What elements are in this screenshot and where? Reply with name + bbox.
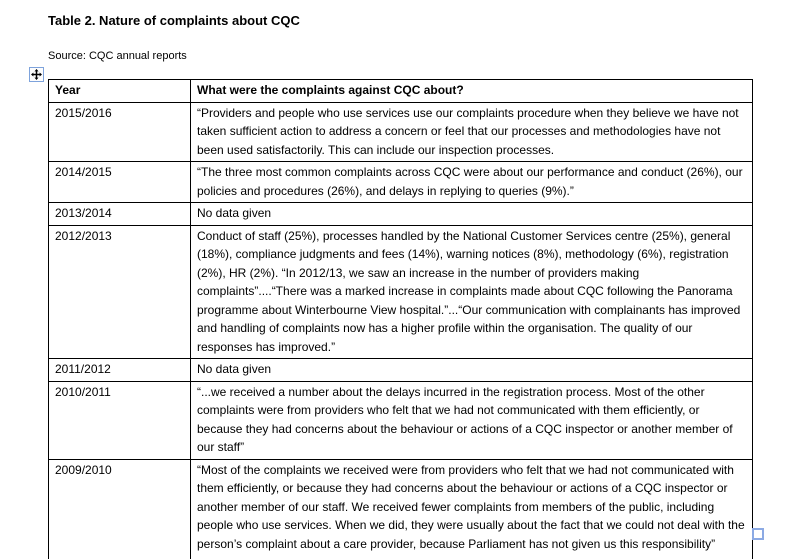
table-row [49,203,753,226]
year-cell: 2013/2014 [49,203,191,226]
col-header-year: Year [49,80,191,103]
table-row [49,381,753,459]
complaint-cell: “Providers and people who use services use our complaints procedure when they believe we have not taken sufficient action to address a concern or feel that our processes and methodologies have not been used satisfactorily. This can include our inspection processes. [191,102,753,162]
complaints-table [48,79,753,559]
complaint-cell: No data given [191,203,753,226]
col-header-question: What were the complaints against CQC about? [191,80,753,103]
complaint-cell: Conduct of staff (25%), processes handled by the National Customer Services centre (25%), general (18%), compliance judgments and fees (14%), warning notices (8%), methodology (6%), registration (2%), HR (2%). “In 2012/13, we saw an increase in the number of providers making complaints”....“There was a marked increase in complaints made about CQC following the Panorama programme about Winterbourne View hospital.”...“Our communication with complainants has improved and handling of complaints now has a higher profile within the organisation. The quality of our responses has improved.” [191,225,753,359]
move-icon [31,69,42,80]
table-row [49,359,753,382]
year-cell: 2010/2011 [49,381,191,459]
complaint-cell: “The three most common complaints across CQC were about our performance and conduct (26%), our policies and procedures (26%), and delays in replying to queries (9%).” [191,162,753,203]
year-cell: 2012/2013 [49,225,191,359]
table-row [49,459,753,559]
year-cell: 2011/2012 [49,359,191,382]
table-move-handle[interactable] [29,67,44,82]
table-title: Table 2. Nature of complaints about CQC [48,13,300,28]
year-cell: 2009/2010 [49,459,191,559]
table-resize-handle[interactable] [752,528,764,540]
table-row [49,162,753,203]
year-cell: 2015/2016 [49,102,191,162]
complaint-cell: “...we received a number about the delays incurred in the registration process. Most of the other complaints were from providers who felt that we had not communicated with them efficiently, or because they had concerns about the behaviour or actions of a CQC inspector or another member of our staff” [191,381,753,459]
table-header-row [49,80,753,103]
complaint-cell: “Most of the complaints we received were from providers who felt that we had not communicated with them efficiently, or because they had concerns about the behaviour or actions of a CQC inspector or another member of our staff. We received fewer complaints from members of the public, including people who use services. When we did, they were usually about the fact that we could not deal with the person’s complaint about a care provider, because Parliament has not given us this responsibility” [191,459,753,559]
source-caption: Source: CQC annual reports [48,50,187,62]
complaint-cell: No data given [191,359,753,382]
table-row [49,102,753,162]
year-cell: 2014/2015 [49,162,191,203]
table-row [49,225,753,359]
